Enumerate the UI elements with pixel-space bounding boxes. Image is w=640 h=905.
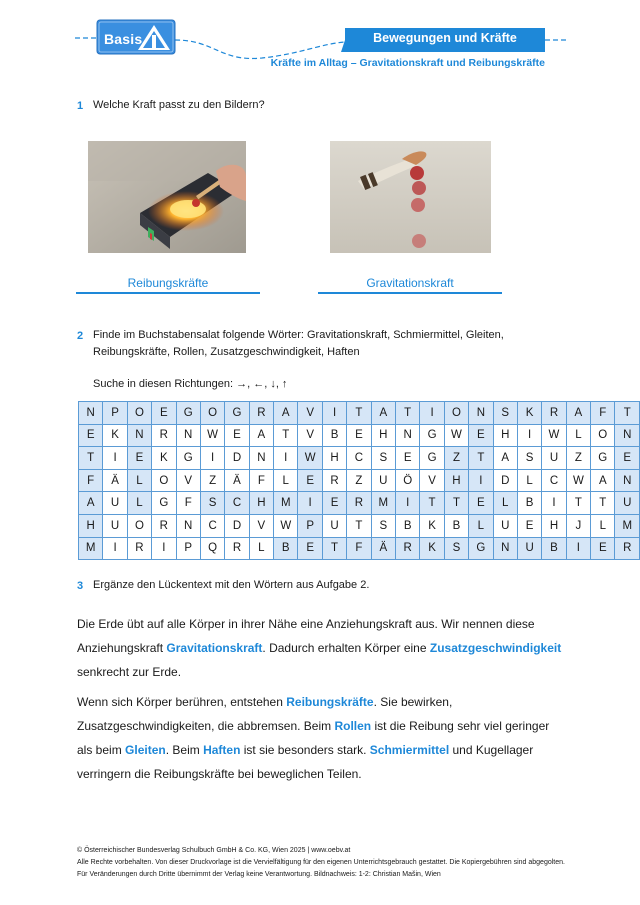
grid-row xyxy=(79,424,640,447)
falling-apple-photo xyxy=(330,141,491,253)
grid-cell: E xyxy=(469,492,493,515)
grid-cell: U xyxy=(615,492,640,515)
grid-cell: K xyxy=(103,424,127,447)
grid-cell: B xyxy=(444,514,468,537)
task-2-number: 2 xyxy=(77,330,84,342)
grid-cell: W xyxy=(274,514,298,537)
grid-cell: B xyxy=(322,424,346,447)
grid-cell: A xyxy=(371,402,395,425)
grid-cell: N xyxy=(493,537,517,560)
match-striking-photo xyxy=(88,141,246,253)
word-search-grid xyxy=(78,401,640,560)
grid-cell: T xyxy=(615,402,640,425)
grid-cell: S xyxy=(517,447,541,470)
grid-cell: C xyxy=(542,469,566,492)
grid-row xyxy=(79,537,640,560)
grid-cell: C xyxy=(347,447,371,470)
grid-cell: D xyxy=(493,469,517,492)
task-1-number: 1 xyxy=(77,100,84,112)
grid-cell: R xyxy=(396,537,420,560)
task-2-prompt-line2: Reibungskräfte, Rollen, Zusatzgeschwindigkeit, Haften xyxy=(93,346,360,358)
cloze-answer: Reibungskräfte xyxy=(286,695,374,709)
grid-cell: Z xyxy=(347,469,371,492)
grid-cell: C xyxy=(200,514,224,537)
grid-cell: H xyxy=(493,424,517,447)
grid-cell: M xyxy=(371,492,395,515)
grid-row xyxy=(79,402,640,425)
grid-cell: D xyxy=(225,447,249,470)
grid-cell: H xyxy=(542,514,566,537)
grid-cell: K xyxy=(420,537,444,560)
answer-2: Gravitationskraft xyxy=(366,276,454,290)
task-1-prompt: Welche Kraft passt zu den Bildern? xyxy=(93,99,265,111)
grid-cell: K xyxy=(517,402,541,425)
grid-cell: N xyxy=(127,424,151,447)
grid-cell: T xyxy=(420,492,444,515)
grid-cell: G xyxy=(152,492,176,515)
grid-cell: F xyxy=(79,469,103,492)
grid-cell: L xyxy=(274,469,298,492)
grid-cell: R xyxy=(225,537,249,560)
grid-cell: R xyxy=(127,537,151,560)
grid-cell: U xyxy=(517,537,541,560)
grid-cell: K xyxy=(420,514,444,537)
grid-cell: A xyxy=(249,424,273,447)
grid-cell: U xyxy=(103,492,127,515)
grid-cell: A xyxy=(566,402,590,425)
page-subtitle: Kräfte im Alltag – Gravitationskraft und Reibungskräfte xyxy=(270,57,545,69)
grid-cell: E xyxy=(298,469,322,492)
footer-credits: Für Veränderungen durch Dritte übernimmt der Verlag keine Verantwortung. Bildnachweis: 1-2: Christian Mašin, Wien xyxy=(77,871,441,878)
grid-cell: I xyxy=(396,492,420,515)
grid-cell: L xyxy=(517,469,541,492)
grid-cell: I xyxy=(420,402,444,425)
grid-cell: R xyxy=(615,537,640,560)
grid-cell: J xyxy=(566,514,590,537)
grid-cell: B xyxy=(542,537,566,560)
grid-cell: T xyxy=(566,492,590,515)
search-directions: Suche in diesen Richtungen: →, ←, ↓, ↑ xyxy=(93,378,288,390)
grid-cell: V xyxy=(420,469,444,492)
grid-cell: M xyxy=(615,514,640,537)
grid-cell: T xyxy=(347,402,371,425)
grid-cell: S xyxy=(371,514,395,537)
cloze-answer: Gravitationskraft xyxy=(166,641,263,655)
task-3-number: 3 xyxy=(77,580,84,592)
grid-cell: O xyxy=(127,402,151,425)
grid-cell: E xyxy=(347,424,371,447)
grid-cell: P xyxy=(298,514,322,537)
grid-cell: N xyxy=(249,447,273,470)
grid-cell: V xyxy=(176,469,200,492)
grid-row xyxy=(79,447,640,470)
grid-cell: E xyxy=(322,492,346,515)
grid-row xyxy=(79,514,640,537)
logo-label: Basis xyxy=(104,31,143,47)
grid-cell: G xyxy=(420,424,444,447)
cloze-text: Wenn sich Körper berühren, entstehen xyxy=(77,695,287,709)
grid-cell: T xyxy=(79,447,103,470)
grid-cell: F xyxy=(176,492,200,515)
cloze-paragraph-1 xyxy=(77,612,567,684)
grid-cell: N xyxy=(615,424,640,447)
grid-cell: Ö xyxy=(396,469,420,492)
grid-cell: S xyxy=(493,402,517,425)
grid-cell: B xyxy=(517,492,541,515)
cloze-answer: Zusatzgeschwindigkeit xyxy=(429,641,562,655)
grid-cell: M xyxy=(79,537,103,560)
grid-cell: S xyxy=(200,492,224,515)
grid-cell: L xyxy=(127,492,151,515)
grid-cell: I xyxy=(152,537,176,560)
grid-cell: R xyxy=(542,402,566,425)
footer-rights: Alle Rechte vorbehalten. Von dieser Druckvorlage ist die Vervielfältigung für den eigenen Unterrichtsgebrauch gestattet. Die Kopiergebühren sind abgegolten. xyxy=(77,859,565,866)
grid-cell: P xyxy=(176,537,200,560)
grid-cell: L xyxy=(469,514,493,537)
grid-row xyxy=(79,492,640,515)
grid-cell: G xyxy=(176,447,200,470)
footer-copyright: © Österreichischer Bundesverlag Schulbuch GmbH & Co. KG, Wien 2025 | www.oebv.at xyxy=(77,847,351,854)
grid-cell: I xyxy=(103,537,127,560)
grid-cell: I xyxy=(200,447,224,470)
grid-cell: I xyxy=(469,469,493,492)
grid-cell: E xyxy=(298,537,322,560)
grid-cell: G xyxy=(469,537,493,560)
grid-cell: V xyxy=(298,424,322,447)
grid-cell: A xyxy=(591,469,615,492)
grid-cell: E xyxy=(225,424,249,447)
cloze-paragraph-2 xyxy=(77,690,567,786)
grid-cell: B xyxy=(274,537,298,560)
grid-cell: N xyxy=(79,402,103,425)
grid-cell: Z xyxy=(444,447,468,470)
cloze-answer: Schmiermittel xyxy=(369,743,450,757)
grid-cell: O xyxy=(127,514,151,537)
grid-cell: N xyxy=(615,469,640,492)
grid-cell: W xyxy=(542,424,566,447)
task-2-prompt-line1: Finde im Buchstabensalat folgende Wörter: Gravitationskraft, Schmiermittel, Gleiten, xyxy=(93,329,504,341)
grid-cell: Ä xyxy=(103,469,127,492)
grid-cell: T xyxy=(274,424,298,447)
grid-cell: K xyxy=(152,447,176,470)
grid-cell: R xyxy=(322,469,346,492)
grid-cell: A xyxy=(79,492,103,515)
grid-cell: T xyxy=(322,537,346,560)
grid-cell: E xyxy=(469,424,493,447)
cloze-text: . Beim xyxy=(165,743,204,757)
grid-cell: L xyxy=(493,492,517,515)
grid-cell: H xyxy=(444,469,468,492)
grid-row xyxy=(79,469,640,492)
cloze-text: Die Erde übt auf alle Körper in ihrer Nähe eine Anziehungskraft aus. Wir nennen diese Anziehungskraft xyxy=(77,617,535,655)
grid-cell: I xyxy=(322,402,346,425)
grid-cell: N xyxy=(469,402,493,425)
cloze-answer: Rollen xyxy=(334,719,372,733)
grid-cell: U xyxy=(493,514,517,537)
grid-cell: E xyxy=(517,514,541,537)
cloze-answer: Gleiten xyxy=(125,743,166,757)
grid-cell: S xyxy=(444,537,468,560)
grid-cell: N xyxy=(176,424,200,447)
cloze-text: senkrecht zur Erde. xyxy=(77,665,182,679)
grid-cell: Ä xyxy=(371,537,395,560)
grid-cell: F xyxy=(347,537,371,560)
grid-cell: L xyxy=(566,424,590,447)
cloze-text: . Dadurch erhalten Körper eine xyxy=(262,641,430,655)
answer-1: Reibungskräfte xyxy=(127,276,209,290)
grid-cell: O xyxy=(200,402,224,425)
grid-cell: R xyxy=(152,514,176,537)
grid-cell: E xyxy=(152,402,176,425)
grid-cell: O xyxy=(444,402,468,425)
grid-cell: F xyxy=(591,402,615,425)
cloze-text: . Sie bewirken, Zusatzgeschwindigkeiten, die abbremsen. Beim xyxy=(77,695,453,733)
grid-cell: R xyxy=(152,424,176,447)
grid-cell: W xyxy=(200,424,224,447)
grid-cell: W xyxy=(298,447,322,470)
grid-cell: N xyxy=(176,514,200,537)
grid-cell: H xyxy=(322,447,346,470)
task-3-prompt: Ergänze den Lückentext mit den Wörtern aus Aufgabe 2. xyxy=(93,579,370,591)
grid-cell: E xyxy=(396,447,420,470)
cloze-text: und Kugellager verringern die Reibungskräfte bei beweglichen Teilen. xyxy=(77,743,534,781)
cloze-answer: Haften xyxy=(203,743,241,757)
grid-cell: U xyxy=(542,447,566,470)
grid-cell: E xyxy=(615,447,640,470)
grid-cell: T xyxy=(347,514,371,537)
grid-cell: G xyxy=(420,447,444,470)
grid-cell: O xyxy=(591,424,615,447)
grid-cell: I xyxy=(517,424,541,447)
grid-cell: A xyxy=(493,447,517,470)
grid-cell: S xyxy=(371,447,395,470)
grid-cell: I xyxy=(298,492,322,515)
grid-cell: I xyxy=(566,537,590,560)
topic-title: Bewegungen und Kräfte xyxy=(373,31,517,45)
grid-cell: R xyxy=(347,492,371,515)
grid-cell: Z xyxy=(566,447,590,470)
grid-cell: G xyxy=(176,402,200,425)
grid-cell: M xyxy=(274,492,298,515)
grid-cell: U xyxy=(322,514,346,537)
grid-cell: O xyxy=(152,469,176,492)
grid-cell: E xyxy=(591,537,615,560)
grid-cell: Z xyxy=(200,469,224,492)
grid-cell: R xyxy=(249,402,273,425)
grid-cell: A xyxy=(274,402,298,425)
grid-cell: I xyxy=(274,447,298,470)
grid-cell: L xyxy=(591,514,615,537)
grid-cell: L xyxy=(127,469,151,492)
grid-cell: I xyxy=(542,492,566,515)
grid-cell: F xyxy=(249,469,273,492)
grid-cell: N xyxy=(396,424,420,447)
cloze-text: ist die Reibung sehr viel geringer als beim xyxy=(77,719,550,757)
grid-cell: G xyxy=(225,402,249,425)
grid-cell: W xyxy=(444,424,468,447)
answer-line-2 xyxy=(318,292,502,294)
grid-cell: Ä xyxy=(225,469,249,492)
grid-cell: T xyxy=(469,447,493,470)
grid-cell: H xyxy=(249,492,273,515)
grid-cell: U xyxy=(371,469,395,492)
grid-cell: T xyxy=(444,492,468,515)
answer-line-1 xyxy=(76,292,260,294)
grid-cell: E xyxy=(79,424,103,447)
grid-cell: T xyxy=(591,492,615,515)
grid-cell: B xyxy=(396,514,420,537)
grid-cell: I xyxy=(103,447,127,470)
grid-cell: U xyxy=(103,514,127,537)
cloze-text: ist sie besonders stark. xyxy=(240,743,370,757)
grid-cell: V xyxy=(249,514,273,537)
grid-cell: T xyxy=(396,402,420,425)
grid-cell: L xyxy=(249,537,273,560)
grid-cell: D xyxy=(225,514,249,537)
grid-cell: C xyxy=(225,492,249,515)
grid-cell: Q xyxy=(200,537,224,560)
grid-cell: E xyxy=(127,447,151,470)
grid-cell: W xyxy=(566,469,590,492)
grid-cell: P xyxy=(103,402,127,425)
grid-cell: G xyxy=(591,447,615,470)
grid-cell: H xyxy=(79,514,103,537)
grid-cell: H xyxy=(371,424,395,447)
grid-cell: V xyxy=(298,402,322,425)
